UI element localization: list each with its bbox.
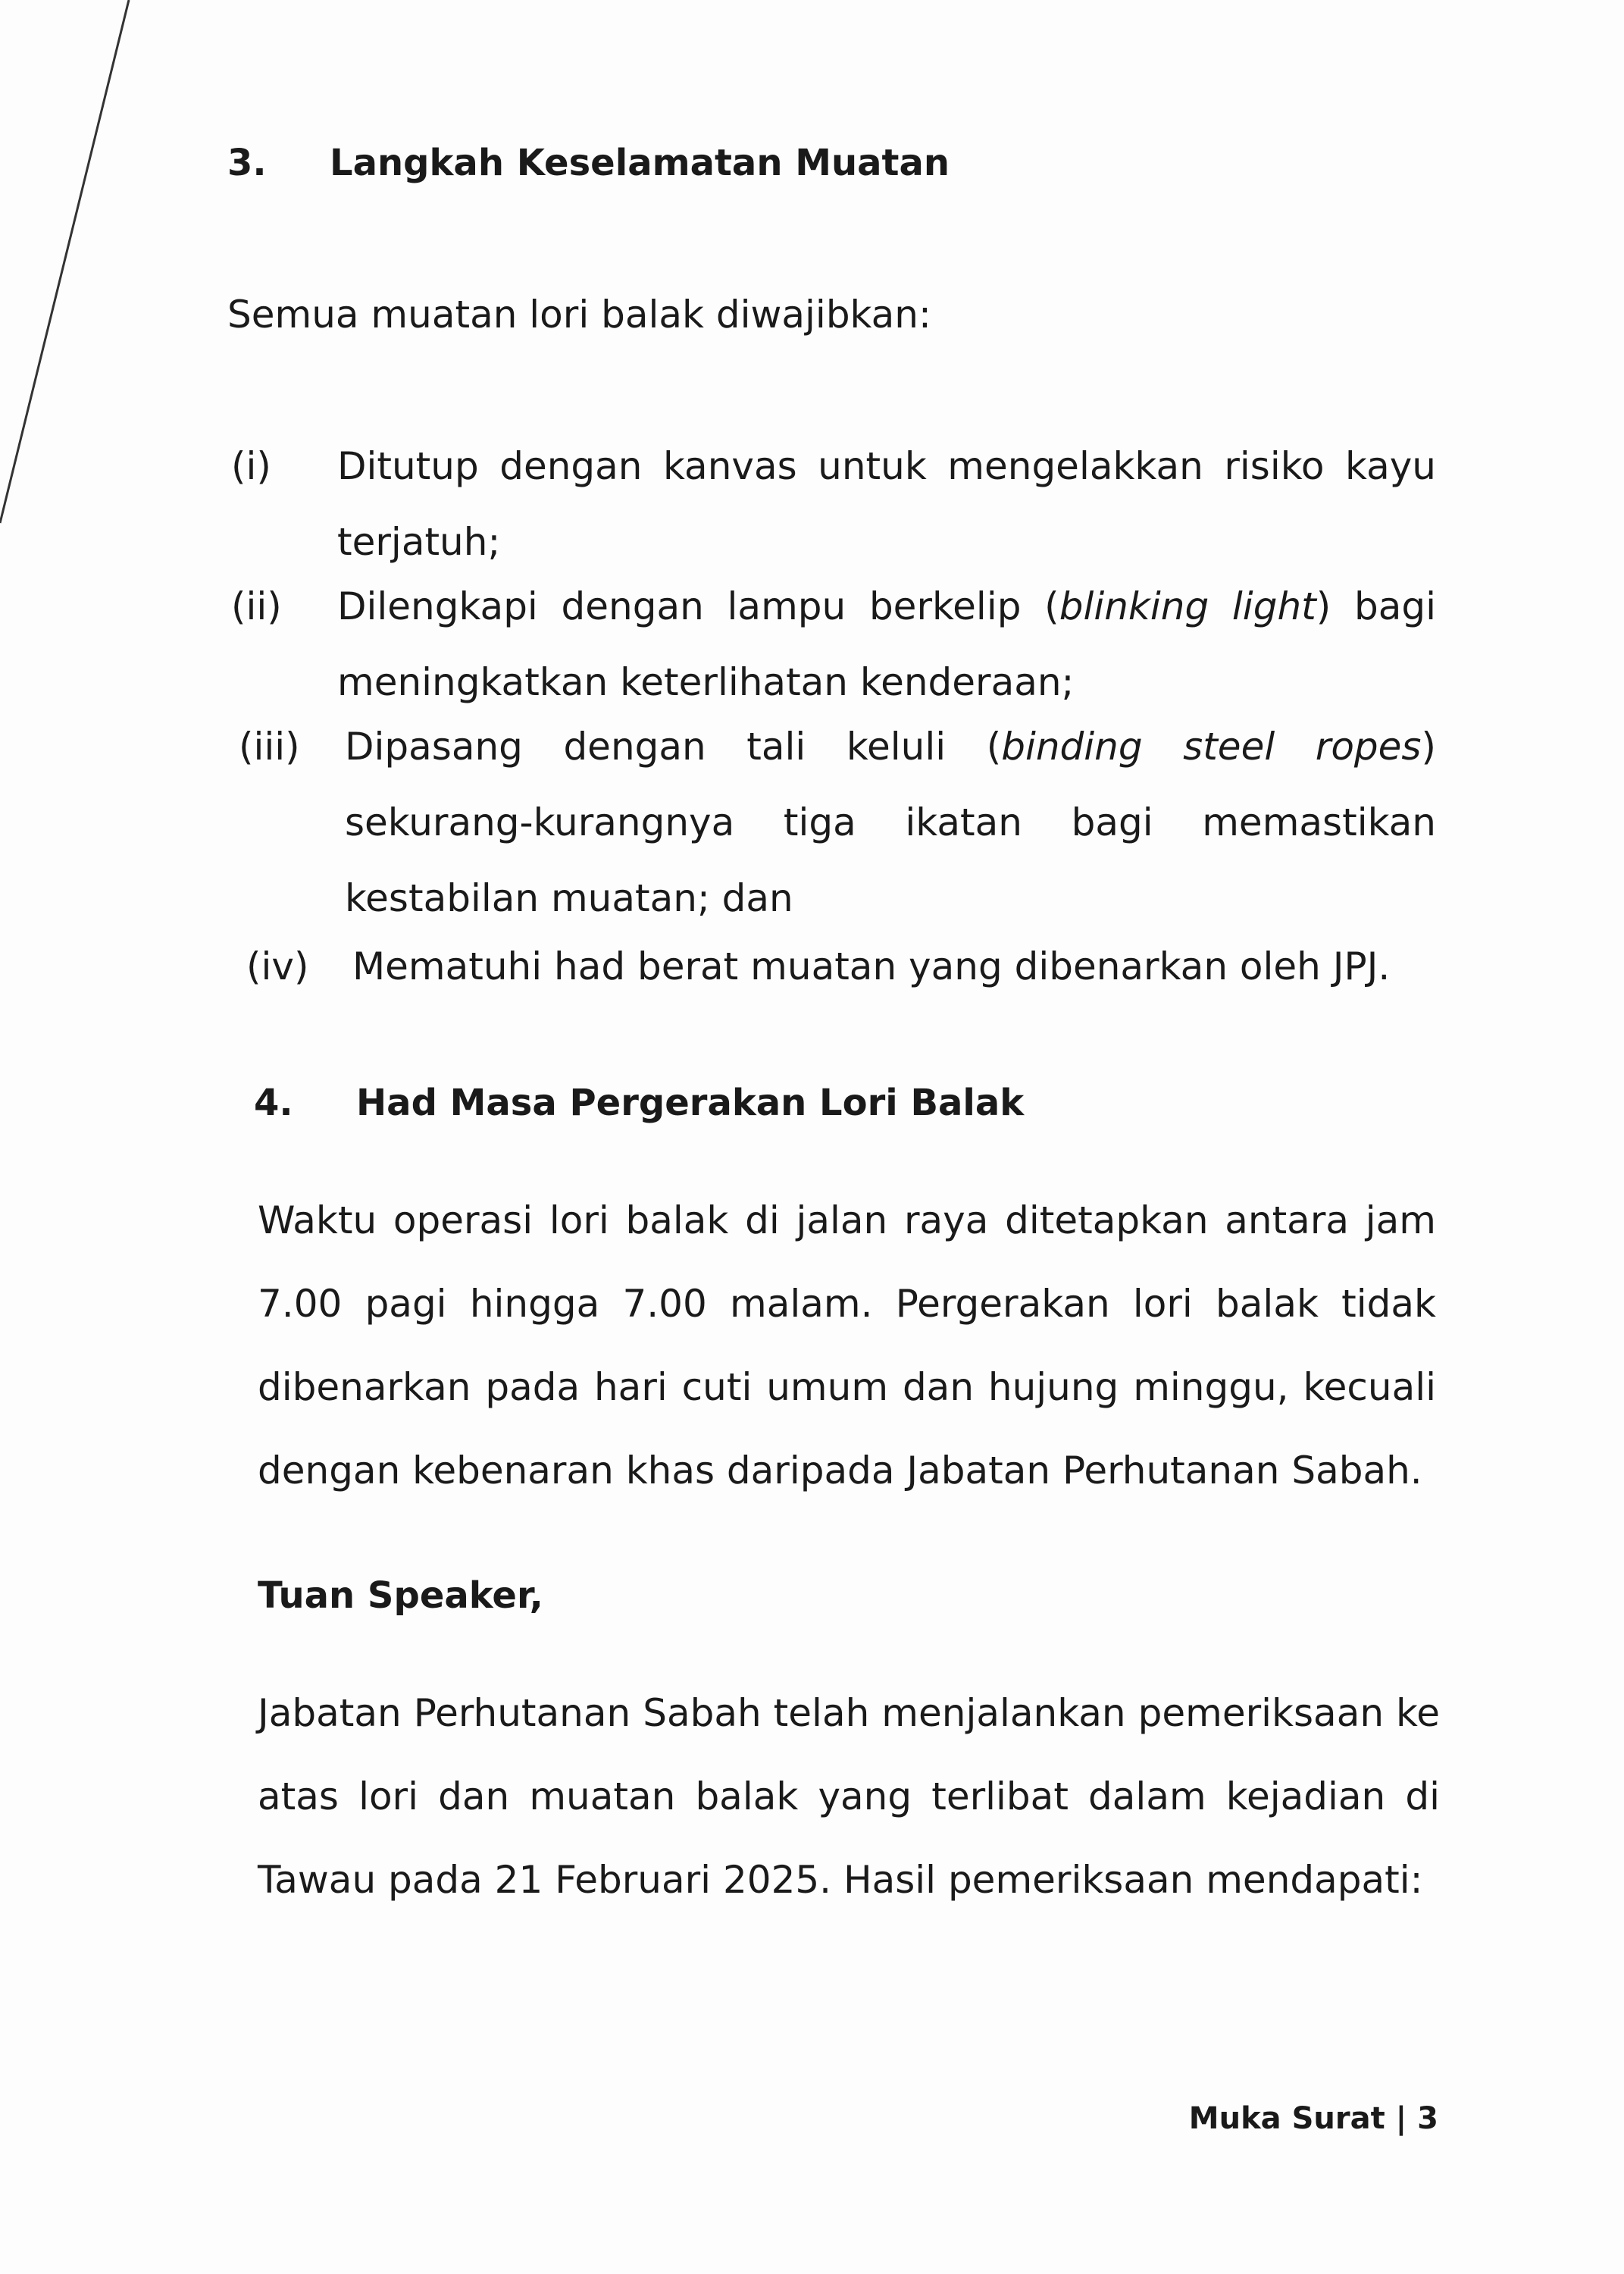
section-4-title: Had Masa Pergerakan Lori Balak (356, 1082, 1025, 1124)
section-4-number: 4. (254, 1082, 293, 1124)
list-item-i (231, 428, 1436, 580)
list-item-text: Mematuhi had berat muatan yang dibenarkan oleh JPJ. (352, 944, 1391, 988)
text-segment: Dipasang dengan tali keluli ( (345, 725, 1002, 769)
text-segment: Dilengkapi dengan lampu berkelip ( (337, 584, 1059, 628)
list-item-text (337, 568, 1436, 720)
list-marker: (i) (231, 444, 271, 488)
list-marker: (iii) (239, 725, 300, 769)
page-number-footer: Muka Surat | 3 (1188, 2101, 1438, 2136)
list-marker: (iv) (246, 944, 309, 988)
section-3-title: Langkah Keselamatan Muatan (330, 142, 950, 184)
address-salutation: Tuan Speaker, (258, 1574, 543, 1617)
list-item-iii (239, 709, 1436, 936)
section-3-intro: Semua muatan lori balak diwajibkan: (227, 293, 931, 337)
list-marker: (ii) (231, 584, 282, 628)
list-item-text: Ditutup dengan kanvas untuk mengelakkan risiko kayu terjatuh; (337, 444, 1436, 564)
text-segment: ) sekurang-kurangnya tiga ikatan bagi memastikan kestabilan muatan; dan (345, 725, 1436, 920)
closing-paragraph: Jabatan Perhutanan Sabah telah menjalankan pemeriksaan ke atas lori dan muatan balak yang terlibat dalam kejadian di Tawau pada 21 Februari 2025. Hasil pemeriksaan mendapati: (258, 1691, 1440, 1902)
page-edge-shadow (0, 0, 136, 531)
text-segment: ) bagi meningkatkan keterlihatan kenderaan; (337, 584, 1436, 704)
list-item-ii (231, 568, 1436, 720)
section-4-paragraph: Waktu operasi lori balak di jalan raya ditetapkan antara jam 7.00 pagi hingga 7.00 malam. Pergerakan lori balak tidak dibenarkan pada hari cuti umum dan hujung minggu, kecuali dengan kebenaran khas daripada Jabatan Perhutanan Sabah. (258, 1198, 1436, 1493)
italic-term: binding steel ropes (1001, 725, 1422, 769)
italic-term: blinking light (1059, 584, 1316, 628)
section-4-heading (254, 1080, 1024, 1126)
list-item-text (345, 709, 1436, 936)
section-3-number: 3. (227, 142, 267, 184)
section-3-heading (227, 140, 950, 186)
list-item-iv (246, 929, 1444, 1004)
